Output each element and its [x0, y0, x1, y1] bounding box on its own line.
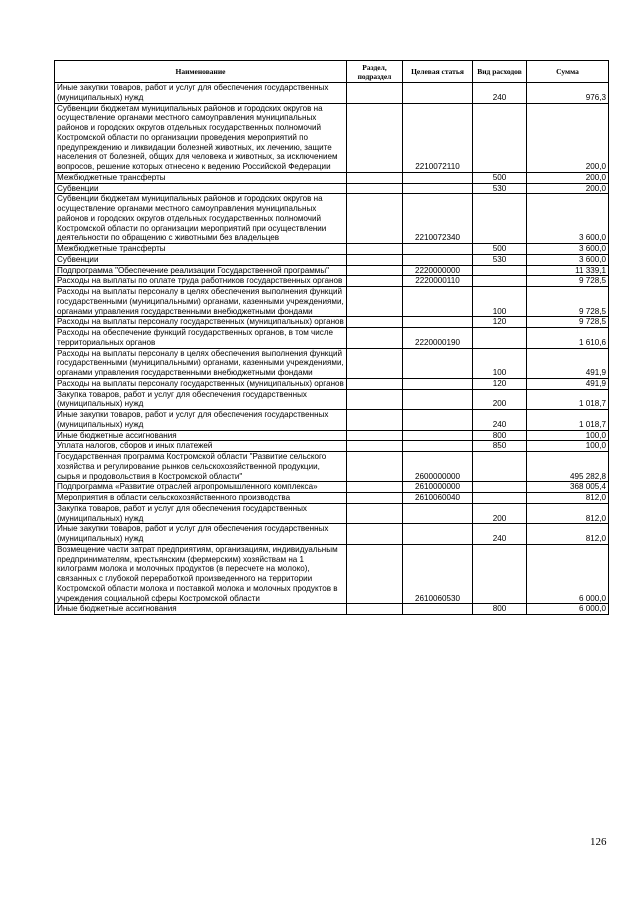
- cell-sum: 3 600,0: [527, 194, 609, 244]
- cell-expense-type: [473, 482, 527, 493]
- cell-section: [347, 254, 403, 265]
- cell-target: [403, 430, 473, 441]
- cell-target: [403, 503, 473, 524]
- cell-sum: 491,9: [527, 348, 609, 378]
- cell-sum: 9 728,5: [527, 317, 609, 328]
- cell-sum: 200,0: [527, 103, 609, 172]
- table-row: [55, 604, 609, 615]
- cell-name: Иные закупки товаров, работ и услуг для обеспечения государственных (муниципальных) нужд: [55, 410, 347, 431]
- table-row: [55, 441, 609, 452]
- cell-sum: 11 339,1: [527, 265, 609, 276]
- cell-sum: 495 282,8: [527, 452, 609, 482]
- cell-section: [347, 194, 403, 244]
- cell-sum: 100,0: [527, 430, 609, 441]
- cell-name: Расходы на выплаты персоналу в целях обеспечения выполнения функций государственными (муниципальными) органами, казенными учреждениями, органами управления государственными внебюджетными фондами: [55, 348, 347, 378]
- cell-target: [403, 83, 473, 104]
- cell-section: [347, 544, 403, 604]
- cell-expense-type: [473, 452, 527, 482]
- cell-section: [347, 265, 403, 276]
- cell-name: Расходы на обеспечение функций государственных органов, в том числе территориальных органов: [55, 328, 347, 349]
- header-target: Целевая статья: [403, 61, 473, 83]
- cell-sum: 1 018,7: [527, 389, 609, 410]
- cell-sum: 976,3: [527, 83, 609, 104]
- cell-sum: 100,0: [527, 441, 609, 452]
- table-row: [55, 482, 609, 493]
- table-row: [55, 276, 609, 287]
- cell-name: Субвенции: [55, 183, 347, 194]
- table-row: [55, 503, 609, 524]
- cell-name: Расходы на выплаты персоналу в целях обеспечения выполнения функций государственными (муниципальными) органами, казенными учреждениями, органами управления государственными внебюджетными фондами: [55, 287, 347, 317]
- cell-section: [347, 378, 403, 389]
- cell-expense-type: 100: [473, 348, 527, 378]
- cell-sum: 491,9: [527, 378, 609, 389]
- table-row: [55, 348, 609, 378]
- cell-expense-type: 850: [473, 441, 527, 452]
- table-row: [55, 544, 609, 604]
- cell-target: [403, 604, 473, 615]
- table-row: [55, 254, 609, 265]
- cell-sum: 200,0: [527, 172, 609, 183]
- table-row: [55, 430, 609, 441]
- cell-section: [347, 276, 403, 287]
- cell-section: [347, 524, 403, 545]
- cell-target: 2610000000: [403, 482, 473, 493]
- cell-expense-type: 240: [473, 524, 527, 545]
- cell-target: [403, 389, 473, 410]
- table-row: [55, 493, 609, 504]
- cell-target: [403, 172, 473, 183]
- cell-section: [347, 317, 403, 328]
- table-row: [55, 410, 609, 431]
- header-name: Наименование: [55, 61, 347, 83]
- cell-sum: 368 005,4: [527, 482, 609, 493]
- cell-name: Закупка товаров, работ и услуг для обеспечения государственных (муниципальных) нужд: [55, 503, 347, 524]
- cell-target: [403, 378, 473, 389]
- cell-target: [403, 254, 473, 265]
- cell-name: Иные закупки товаров, работ и услуг для обеспечения государственных (муниципальных) нужд: [55, 83, 347, 104]
- table-row: [55, 244, 609, 255]
- table-row: [55, 183, 609, 194]
- cell-target: [403, 410, 473, 431]
- cell-section: [347, 441, 403, 452]
- cell-target: [403, 524, 473, 545]
- cell-target: 2220000110: [403, 276, 473, 287]
- table-row: [55, 524, 609, 545]
- cell-name: Межбюджетные трансферты: [55, 244, 347, 255]
- cell-name: Уплата налогов, сборов и иных платежей: [55, 441, 347, 452]
- cell-section: [347, 503, 403, 524]
- page-number: 126: [590, 836, 607, 848]
- cell-sum: 9 728,5: [527, 276, 609, 287]
- table-row: [55, 194, 609, 244]
- table-row: [55, 317, 609, 328]
- cell-expense-type: 240: [473, 410, 527, 431]
- cell-section: [347, 172, 403, 183]
- cell-expense-type: [473, 103, 527, 172]
- cell-target: 2610060530: [403, 544, 473, 604]
- cell-expense-type: 120: [473, 317, 527, 328]
- budget-table: [54, 60, 609, 615]
- table-row: [55, 452, 609, 482]
- cell-sum: 6 000,0: [527, 544, 609, 604]
- cell-sum: 9 728,5: [527, 287, 609, 317]
- cell-name: Межбюджетные трансферты: [55, 172, 347, 183]
- table-row: [55, 103, 609, 172]
- cell-section: [347, 493, 403, 504]
- cell-expense-type: 800: [473, 430, 527, 441]
- cell-name: Иные закупки товаров, работ и услуг для обеспечения государственных (муниципальных) нужд: [55, 524, 347, 545]
- cell-name: Мероприятия в области сельскохозяйственного производства: [55, 493, 347, 504]
- table-row: [55, 172, 609, 183]
- cell-expense-type: 100: [473, 287, 527, 317]
- cell-name: Иные бюджетные ассигнования: [55, 604, 347, 615]
- table-row: [55, 378, 609, 389]
- table-header-row: [55, 61, 609, 83]
- cell-expense-type: [473, 328, 527, 349]
- cell-sum: 812,0: [527, 503, 609, 524]
- table-row: [55, 265, 609, 276]
- cell-section: [347, 83, 403, 104]
- cell-section: [347, 183, 403, 194]
- cell-expense-type: 240: [473, 83, 527, 104]
- cell-expense-type: 500: [473, 172, 527, 183]
- cell-expense-type: 120: [473, 378, 527, 389]
- cell-name: Расходы на выплаты персоналу государственных (муниципальных) органов: [55, 317, 347, 328]
- cell-section: [347, 482, 403, 493]
- cell-expense-type: [473, 265, 527, 276]
- cell-target: [403, 348, 473, 378]
- cell-section: [347, 287, 403, 317]
- cell-sum: 200,0: [527, 183, 609, 194]
- cell-target: [403, 317, 473, 328]
- cell-section: [347, 244, 403, 255]
- cell-target: 2220000000: [403, 265, 473, 276]
- cell-expense-type: 500: [473, 244, 527, 255]
- cell-expense-type: [473, 194, 527, 244]
- cell-section: [347, 348, 403, 378]
- header-expense-type: Вид расходов: [473, 61, 527, 83]
- cell-target: [403, 244, 473, 255]
- table-body: [55, 83, 609, 615]
- cell-target: [403, 287, 473, 317]
- cell-sum: 812,0: [527, 524, 609, 545]
- cell-name: Подпрограмма "Обеспечение реализации Государственной программы": [55, 265, 347, 276]
- table-row: [55, 328, 609, 349]
- cell-name: Субвенции: [55, 254, 347, 265]
- cell-sum: 812,0: [527, 493, 609, 504]
- cell-name: Иные бюджетные ассигнования: [55, 430, 347, 441]
- cell-name: Закупка товаров, работ и услуг для обеспечения государственных (муниципальных) нужд: [55, 389, 347, 410]
- header-sum: Сумма: [527, 61, 609, 83]
- cell-expense-type: 200: [473, 503, 527, 524]
- cell-target: 2600000000: [403, 452, 473, 482]
- cell-sum: 3 600,0: [527, 244, 609, 255]
- cell-name: Возмещение части затрат предприятиям, организациям, индивидуальным предпринимателям, крестьянским (фермерским) хозяйствам на 1 килограмм молока и молочных продуктов (в пересчете на молоко), связанных с глубокой переработкой произведенного на территории Костромской области молока и поставкой молока и молочных продуктов в учреждения социальной сферы Костромской области: [55, 544, 347, 604]
- cell-section: [347, 604, 403, 615]
- cell-sum: 3 600,0: [527, 254, 609, 265]
- cell-target: [403, 183, 473, 194]
- cell-section: [347, 430, 403, 441]
- cell-target: [403, 441, 473, 452]
- cell-target: 2610060040: [403, 493, 473, 504]
- cell-name: Подпрограмма «Развитие отраслей агропромышленного комплекса»: [55, 482, 347, 493]
- cell-target: 2210072110: [403, 103, 473, 172]
- cell-expense-type: 800: [473, 604, 527, 615]
- cell-expense-type: 530: [473, 183, 527, 194]
- cell-section: [347, 328, 403, 349]
- table-row: [55, 83, 609, 104]
- cell-expense-type: [473, 493, 527, 504]
- cell-target: 2220000190: [403, 328, 473, 349]
- cell-sum: 6 000,0: [527, 604, 609, 615]
- cell-section: [347, 389, 403, 410]
- header-section: Раздел, подраздел: [347, 61, 403, 83]
- table-row: [55, 287, 609, 317]
- cell-sum: 1 610,6: [527, 328, 609, 349]
- cell-name: Субвенции бюджетам муниципальных районов и городских округов на осуществление органами местного самоуправления муниципальных районов и городских округов отдельных государственных полномочий Костромской области по организации мероприятий при осуществлении деятельности по обращению с животными без владельцев: [55, 194, 347, 244]
- cell-name: Расходы на выплаты персоналу государственных (муниципальных) органов: [55, 378, 347, 389]
- cell-name: Расходы на выплаты по оплате труда работников государственных органов: [55, 276, 347, 287]
- cell-expense-type: 200: [473, 389, 527, 410]
- cell-target: 2210072340: [403, 194, 473, 244]
- cell-section: [347, 103, 403, 172]
- cell-section: [347, 410, 403, 431]
- cell-name: Государственная программа Костромской области "Развитие сельского хозяйства и регулирование рынков сельскохозяйственной продукции, сырья и продовольствия в Костромской области": [55, 452, 347, 482]
- cell-expense-type: [473, 276, 527, 287]
- cell-name: Субвенции бюджетам муниципальных районов и городских округов на осуществление органами местного самоуправления муниципальных районов и городских округов отдельных государственных полномочий Костромской области по организации проведения мероприятий по предупреждению и ликвидации болезней животных, их лечению, защите населения от болезней, общих для человека и животных, за исключением вопросов, решение которых отнесено к ведению Российской Федерации: [55, 103, 347, 172]
- cell-expense-type: 530: [473, 254, 527, 265]
- table-row: [55, 389, 609, 410]
- cell-section: [347, 452, 403, 482]
- cell-sum: 1 018,7: [527, 410, 609, 431]
- cell-expense-type: [473, 544, 527, 604]
